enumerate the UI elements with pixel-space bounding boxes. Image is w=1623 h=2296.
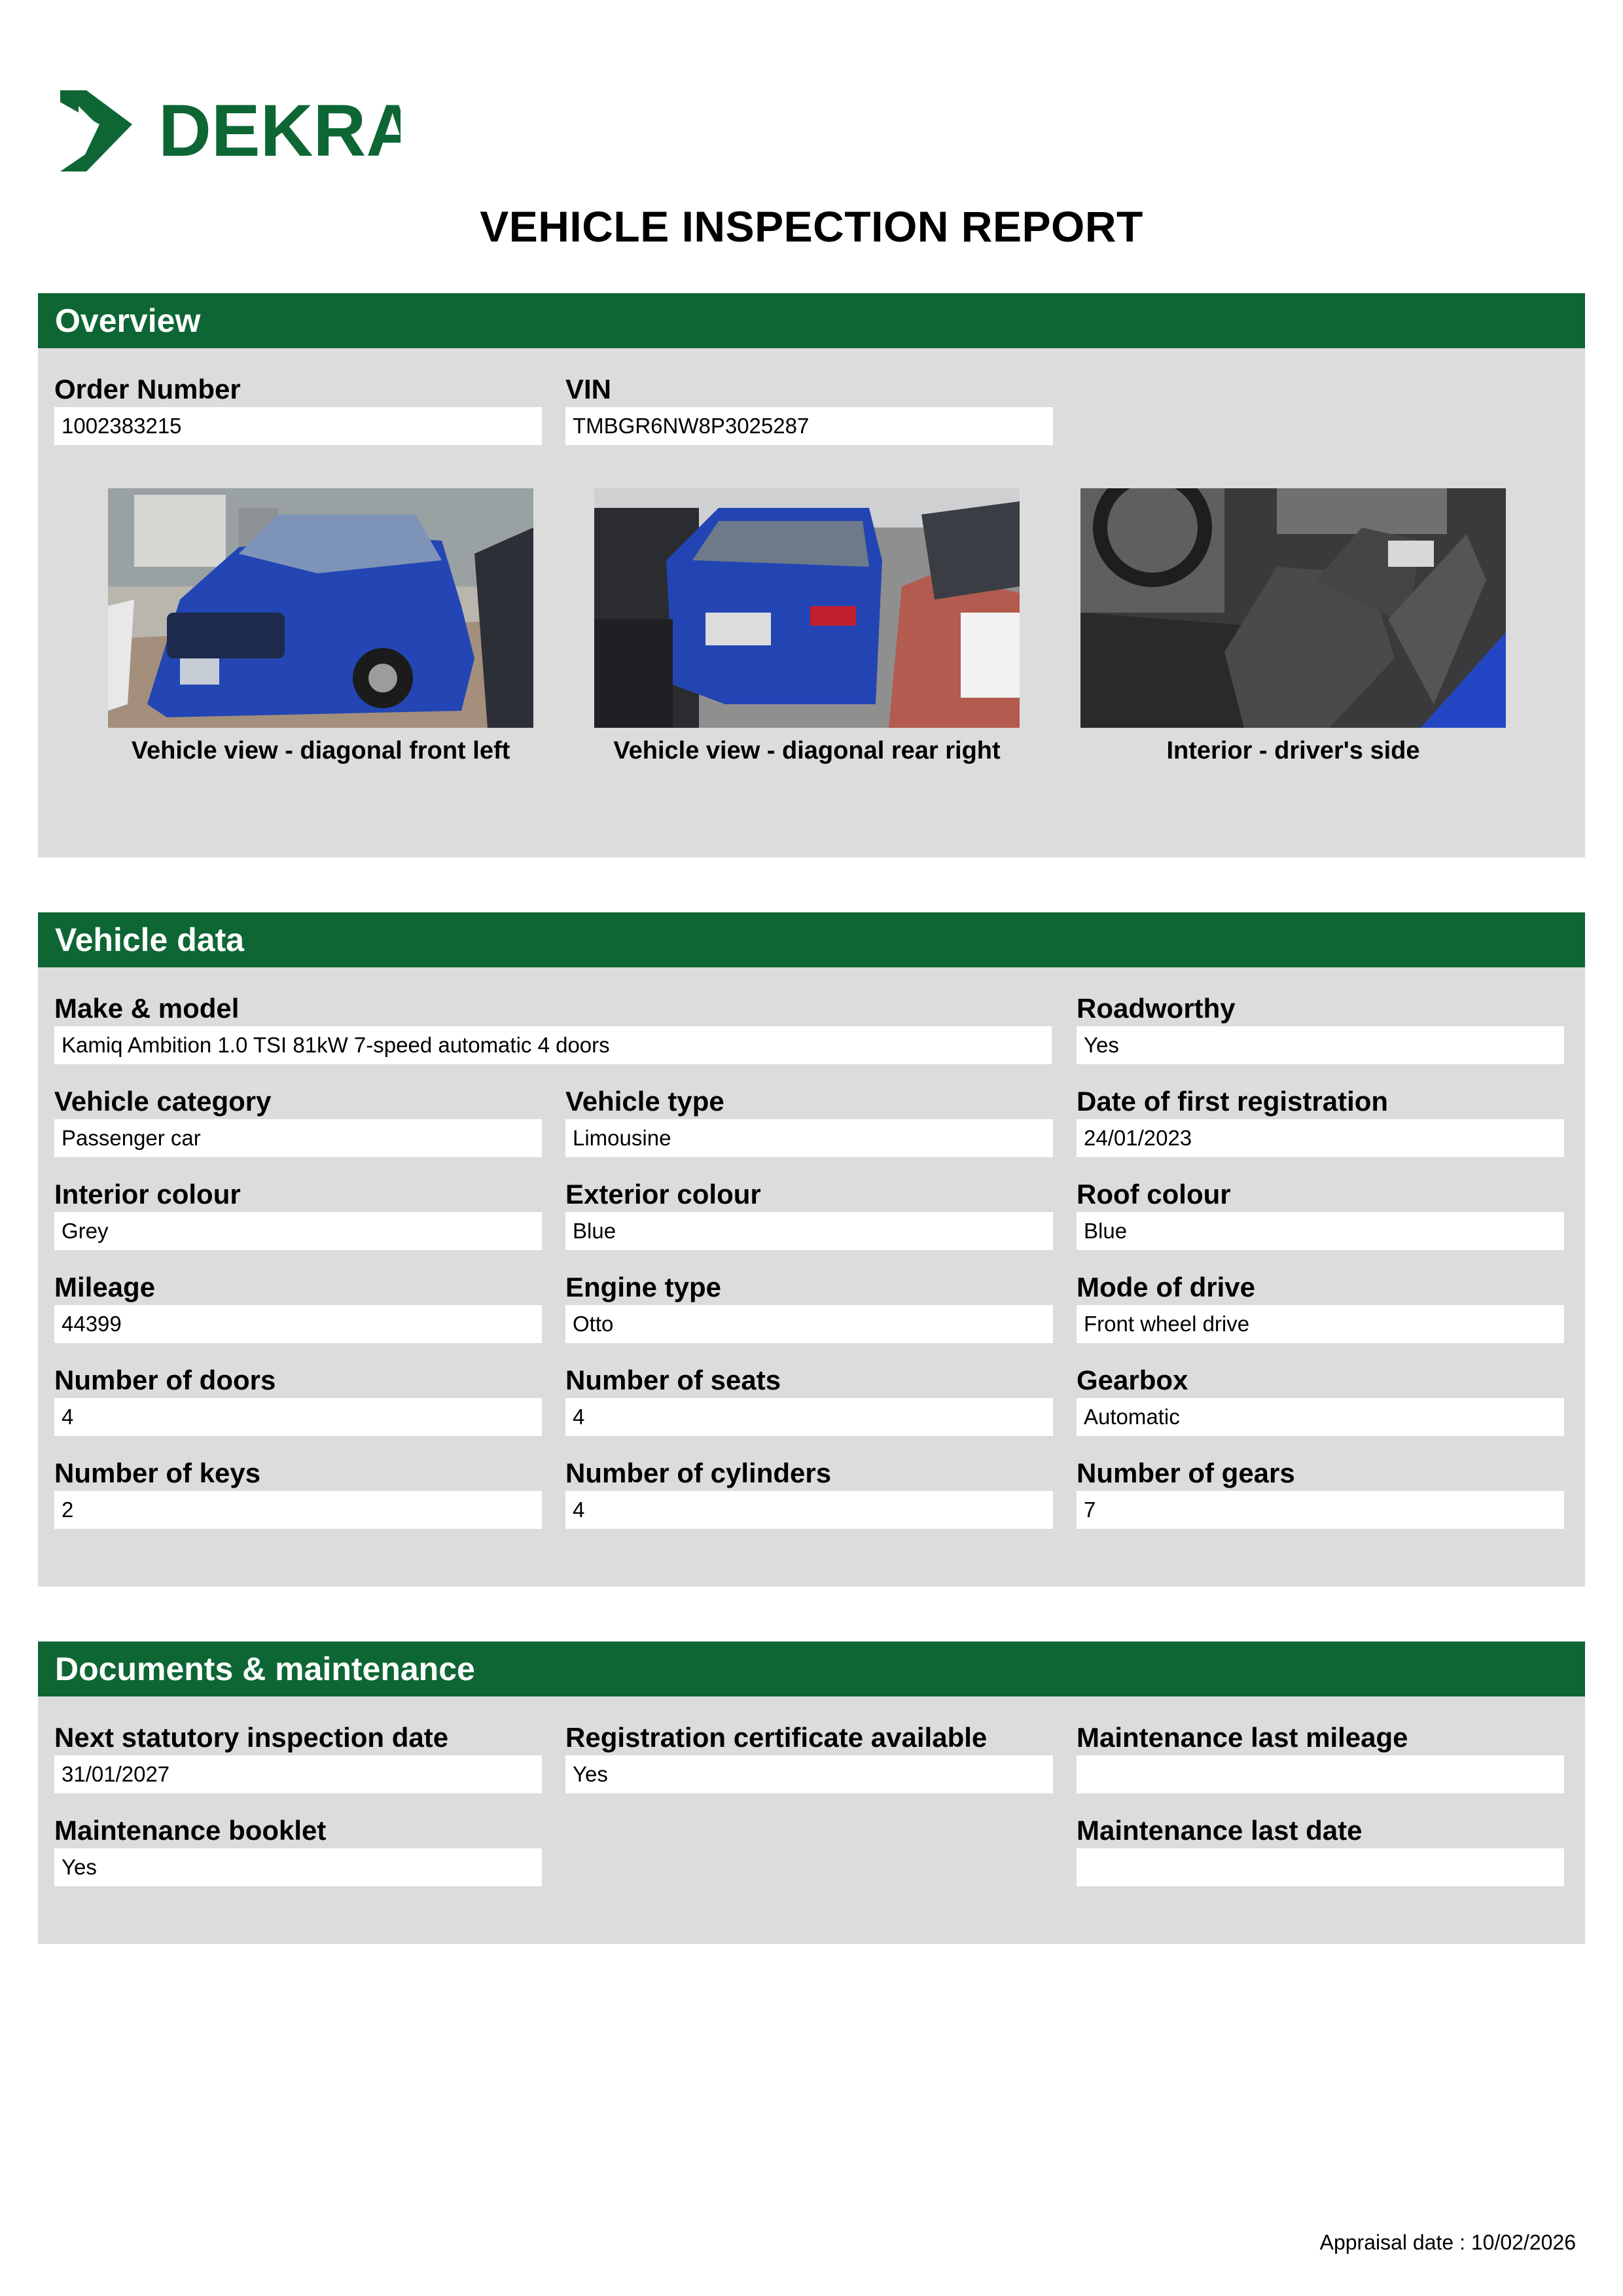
number-of-keys-label: Number of keys xyxy=(54,1458,261,1488)
mode-of-drive-label: Mode of drive xyxy=(1077,1272,1256,1302)
vin-field xyxy=(565,372,1053,445)
documents-section xyxy=(38,1641,1585,1944)
report-title: VEHICLE INSPECTION REPORT xyxy=(480,202,1143,251)
number-of-seats-field xyxy=(565,1363,1053,1436)
roadworthy-value: Yes xyxy=(1077,1026,1564,1064)
vehicle-data-section xyxy=(38,912,1585,1587)
photo-front-left[interactable] xyxy=(108,488,533,728)
vin-value: TMBGR6NW8P3025287 xyxy=(565,407,1053,445)
overview-header: Overview xyxy=(38,293,1585,348)
first-registration-field xyxy=(1077,1084,1564,1157)
interior-colour-value: Grey xyxy=(54,1212,542,1250)
number-of-cylinders-label: Number of cylinders xyxy=(565,1458,832,1488)
number-of-keys-field xyxy=(54,1456,542,1529)
photo-rear-right[interactable] xyxy=(594,488,1020,728)
engine-type-value: Otto xyxy=(565,1305,1053,1343)
dekra-logo xyxy=(60,84,401,175)
interior-colour-label: Interior colour xyxy=(54,1179,241,1210)
vehicle-type-field xyxy=(565,1084,1053,1157)
number-of-cylinders-field xyxy=(565,1456,1053,1529)
vehicle-data-header: Vehicle data xyxy=(38,912,1585,967)
roadworthy-field xyxy=(1077,991,1564,1064)
interior-colour-field xyxy=(54,1177,542,1250)
mileage-label: Mileage xyxy=(54,1272,156,1302)
next-inspection-label: Next statutory inspection date xyxy=(54,1722,449,1753)
gearbox-value: Automatic xyxy=(1077,1398,1564,1436)
number-of-keys-value: 2 xyxy=(54,1491,542,1529)
registration-certificate-label: Registration certificate available xyxy=(565,1722,988,1753)
first-registration-value: 24/01/2023 xyxy=(1077,1119,1564,1157)
maintenance-last-mileage-label: Maintenance last mileage xyxy=(1077,1722,1408,1753)
overview-section xyxy=(38,293,1585,857)
vehicle-category-field xyxy=(54,1084,542,1157)
number-of-doors-label: Number of doors xyxy=(54,1365,276,1395)
maintenance-last-mileage-field xyxy=(1077,1720,1564,1793)
make-model-label: Make & model xyxy=(54,993,240,1024)
maintenance-last-mileage-value xyxy=(1077,1755,1564,1793)
maintenance-booklet-field xyxy=(54,1813,542,1886)
maintenance-booklet-label: Maintenance booklet xyxy=(54,1815,327,1846)
engine-type-field xyxy=(565,1270,1053,1343)
number-of-gears-value: 7 xyxy=(1077,1491,1564,1529)
number-of-doors-value: 4 xyxy=(54,1398,542,1436)
dekra-logo-mark xyxy=(60,84,401,175)
number-of-gears-label: Number of gears xyxy=(1077,1458,1295,1488)
logo-text: DEKRA xyxy=(158,90,401,171)
number-of-gears-field xyxy=(1077,1456,1564,1529)
first-registration-label: Date of first registration xyxy=(1077,1086,1389,1117)
vehicle-type-label: Vehicle type xyxy=(565,1086,724,1117)
next-inspection-field xyxy=(54,1720,542,1793)
vin-label: VIN xyxy=(565,374,612,404)
order-number-label: Order Number xyxy=(54,374,241,404)
exterior-colour-label: Exterior colour xyxy=(565,1179,761,1210)
roadworthy-label: Roadworthy xyxy=(1077,993,1236,1024)
roof-colour-field xyxy=(1077,1177,1564,1250)
exterior-colour-value: Blue xyxy=(565,1212,1053,1250)
vehicle-category-value: Passenger car xyxy=(54,1119,542,1157)
roof-colour-value: Blue xyxy=(1077,1212,1564,1250)
maintenance-last-date-field xyxy=(1077,1813,1564,1886)
mode-of-drive-field xyxy=(1077,1270,1564,1343)
photo-interior-driver-side[interactable] xyxy=(1080,488,1506,728)
vehicle-type-value: Limousine xyxy=(565,1119,1053,1157)
mode-of-drive-value: Front wheel drive xyxy=(1077,1305,1564,1343)
make-model-value: Kamiq Ambition 1.0 TSI 81kW 7-speed automatic 4 doors xyxy=(54,1026,1052,1064)
registration-certificate-value: Yes xyxy=(565,1755,1053,1793)
photo-caption-front-left: Vehicle view - diagonal front left xyxy=(131,737,510,764)
documents-header: Documents & maintenance xyxy=(38,1641,1585,1696)
gearbox-label: Gearbox xyxy=(1077,1365,1188,1395)
photo-caption-interior: Interior - driver's side xyxy=(1166,737,1420,764)
registration-certificate-field xyxy=(565,1720,1053,1793)
photo-caption-rear-right: Vehicle view - diagonal rear right xyxy=(613,737,1001,764)
number-of-seats-value: 4 xyxy=(565,1398,1053,1436)
gearbox-field xyxy=(1077,1363,1564,1436)
maintenance-booklet-value: Yes xyxy=(54,1848,542,1886)
number-of-seats-label: Number of seats xyxy=(565,1365,781,1395)
maintenance-last-date-value xyxy=(1077,1848,1564,1886)
order-number-value: 1002383215 xyxy=(54,407,542,445)
number-of-doors-field xyxy=(54,1363,542,1436)
engine-type-label: Engine type xyxy=(565,1272,722,1302)
vehicle-category-label: Vehicle category xyxy=(54,1086,272,1117)
appraisal-date: Appraisal date : 10/02/2026 xyxy=(1319,2231,1576,2254)
make-model-field xyxy=(54,991,1052,1064)
mileage-value: 44399 xyxy=(54,1305,542,1343)
mileage-field xyxy=(54,1270,542,1343)
roof-colour-label: Roof colour xyxy=(1077,1179,1231,1210)
order-number-field xyxy=(54,372,542,445)
maintenance-last-date-label: Maintenance last date xyxy=(1077,1815,1363,1846)
next-inspection-value: 31/01/2027 xyxy=(54,1755,542,1793)
number-of-cylinders-value: 4 xyxy=(565,1491,1053,1529)
exterior-colour-field xyxy=(565,1177,1053,1250)
